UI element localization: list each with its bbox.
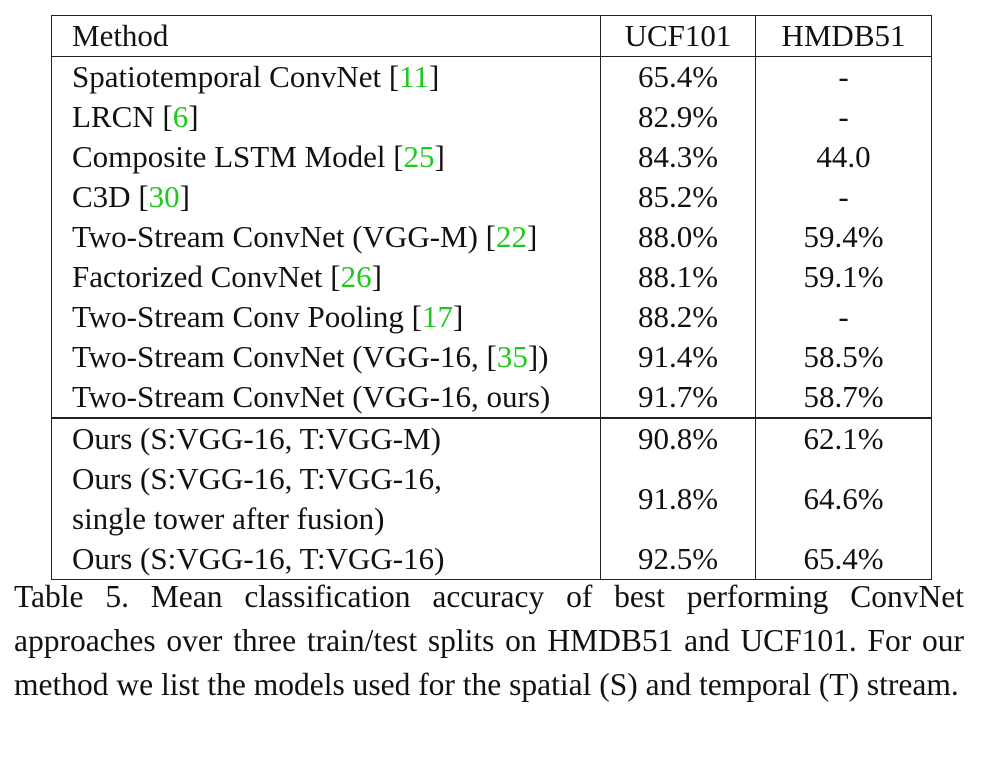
citation-link[interactable]: 11: [399, 59, 430, 94]
citation-link[interactable]: 17: [422, 299, 454, 334]
method-cell: C3D [30]: [52, 177, 601, 217]
citation-link[interactable]: 35: [496, 339, 528, 374]
hmdb51-value: -: [756, 57, 932, 98]
hmdb51-value: 64.6%: [756, 459, 932, 539]
ucf101-value: 88.0%: [601, 217, 756, 257]
hmdb51-value: 58.7%: [756, 377, 932, 418]
table-row: [52, 217, 932, 257]
method-cell: Spatiotemporal ConvNet [11]: [52, 57, 601, 98]
hmdb51-value: 65.4%: [756, 539, 932, 580]
ucf101-value: 85.2%: [601, 177, 756, 217]
hmdb51-value: 58.5%: [756, 337, 932, 377]
header-ucf101: UCF101: [601, 16, 756, 57]
ucf101-value: 88.1%: [601, 257, 756, 297]
method-cell: Factorized ConvNet [26]: [52, 257, 601, 297]
hmdb51-value: -: [756, 97, 932, 137]
hmdb51-value: -: [756, 297, 932, 337]
hmdb51-value: 59.4%: [756, 217, 932, 257]
citation-link[interactable]: 26: [340, 259, 372, 294]
method-line-2: single tower after fusion): [72, 501, 385, 536]
table-row: [52, 539, 932, 580]
method-cell: Two-Stream ConvNet (VGG-16, [35]): [52, 337, 601, 377]
method-cell: Two-Stream ConvNet (VGG-16, ours): [52, 377, 601, 418]
results-table: [51, 15, 932, 580]
ucf101-value: 91.7%: [601, 377, 756, 418]
method-cell: LRCN [6]: [52, 97, 601, 137]
table-row: [52, 418, 932, 459]
table-header-row: [52, 16, 932, 57]
table-caption: Table 5. Mean classification accuracy of best performing ConvNet approaches over three train/test splits on HMDB51 and UCF101. For our method we list the models used for the spatial (S) and temporal (T) stream.: [14, 579, 964, 702]
citation-link[interactable]: 25: [403, 139, 435, 174]
method-cell: Ours (S:VGG-16, T:VGG-M): [52, 418, 601, 459]
method-cell: Two-Stream ConvNet (VGG-M) [22]: [52, 217, 601, 257]
hmdb51-value: 62.1%: [756, 418, 932, 459]
ucf101-value: 90.8%: [601, 418, 756, 459]
table-row: [52, 137, 932, 177]
table-row: [52, 377, 932, 418]
table-row: [52, 337, 932, 377]
table-row: [52, 459, 932, 539]
ucf101-value: 91.8%: [601, 459, 756, 539]
ucf101-value: 82.9%: [601, 97, 756, 137]
method-line-1: Ours (S:VGG-16, T:VGG-16,: [72, 461, 442, 496]
header-hmdb51: HMDB51: [756, 16, 932, 57]
table-row: [52, 297, 932, 337]
ucf101-value: 92.5%: [601, 539, 756, 580]
citation-link[interactable]: 6: [172, 99, 189, 134]
method-cell: Composite LSTM Model [25]: [52, 137, 601, 177]
table-row: [52, 97, 932, 137]
table-row: [52, 257, 932, 297]
hmdb51-value: 44.0: [756, 137, 932, 177]
citation-link[interactable]: 30: [148, 179, 180, 214]
method-cell: [52, 459, 601, 539]
method-cell: Two-Stream Conv Pooling [17]: [52, 297, 601, 337]
ucf101-value: 84.3%: [601, 137, 756, 177]
header-method: Method: [52, 16, 601, 57]
table-row: [52, 57, 932, 98]
table-row: [52, 177, 932, 217]
hmdb51-value: 59.1%: [756, 257, 932, 297]
method-cell: Ours (S:VGG-16, T:VGG-16): [52, 539, 601, 580]
hmdb51-value: -: [756, 177, 932, 217]
citation-link[interactable]: 22: [496, 219, 527, 254]
ucf101-value: 91.4%: [601, 337, 756, 377]
ucf101-value: 88.2%: [601, 297, 756, 337]
ucf101-value: 65.4%: [601, 57, 756, 98]
